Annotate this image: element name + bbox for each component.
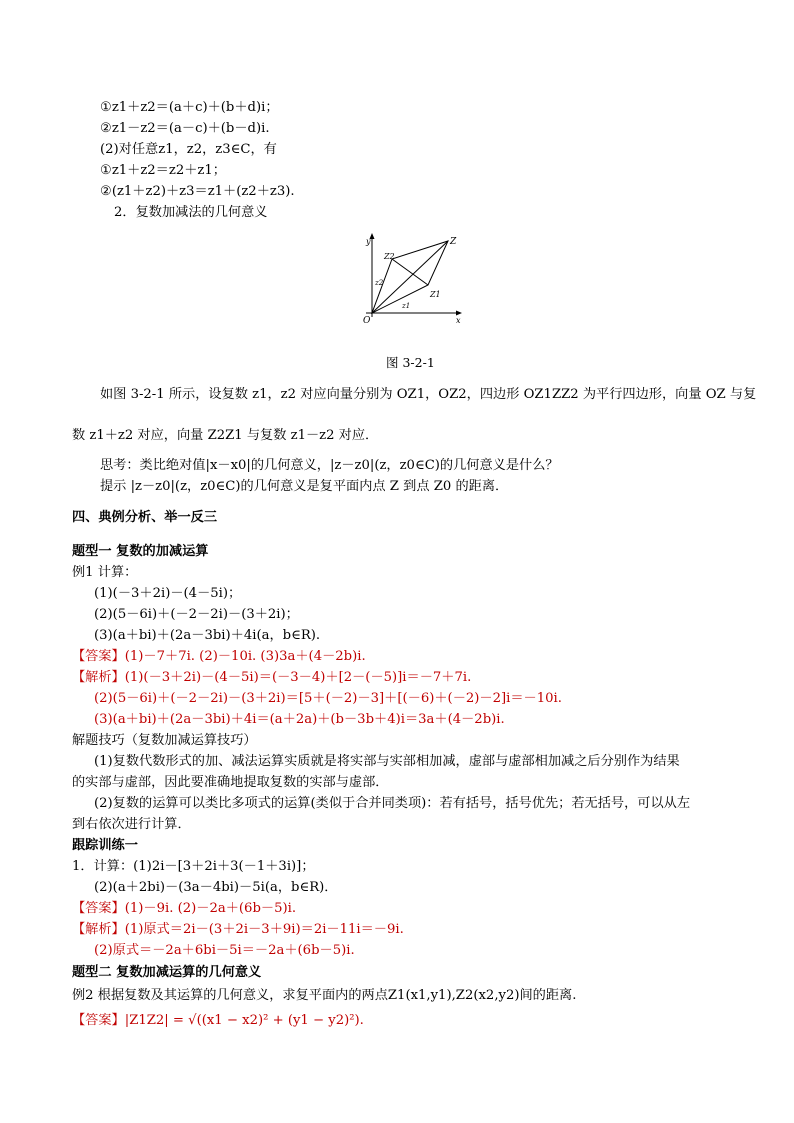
figure-caption: 图 3-2-1 <box>386 355 435 370</box>
example-1-solution-2: (2)(5－6i)＋(－2－2i)－(3＋2i)＝[5＋(－2)－3]＋[(－6)＋(－2)－2]i＝－10i. <box>94 691 562 706</box>
tip-1-line-2: 的实部与虚部，因此要准确地提取复数的实部与虚部． <box>72 775 389 790</box>
think-hint: 提示 |z－z0|(z，z0∈C)的几何意义是复平面内点 Z 到点 Z0 的距离． <box>100 479 509 494</box>
point-z1-label: Z1 <box>430 290 441 299</box>
tip-2-line-2: 到右依次进行计算． <box>72 817 191 832</box>
training-heading: 跟踪训练一 <box>72 838 138 853</box>
type-one-heading: 题型一 复数的加减运算 <box>72 544 209 559</box>
training-answer: 【答案】(1)－9i. (2)－2a＋(6b－5)i. <box>72 901 297 916</box>
prop-commutative: ①z1＋z2＝z2＋z1； <box>100 163 226 178</box>
think-question: 思考：类比绝对值|x－x0|的几何意义，|z－z0|(z，z0∈C)的几何意义是什么？ <box>100 458 559 473</box>
paragraph-figure-2: 数 z1＋z2 对应，向量 Z2Z1 与复数 z1－z2 对应． <box>72 428 379 443</box>
example-2-answer: 【答案】|Z1Z2| = √((x1 − x2)² + (y1 − y2)²). <box>72 1013 364 1028</box>
prop-any: (2)对任意z1，z2，z3∈C，有 <box>100 142 277 157</box>
x-label: x <box>456 316 461 325</box>
prop-add: ①z1＋z2＝(a＋c)＋(b＋d)i； <box>100 100 279 115</box>
training-solution-1: 【解析】(1)原式＝2i－(3＋2i－3＋9i)＝2i－11i＝－9i. <box>72 922 404 937</box>
example-1-item-1: (1)(－3＋2i)－(4－5i)； <box>94 586 242 601</box>
section-heading: 四、典例分析、举一反三 <box>72 510 218 525</box>
example-1-item-3: (3)(a＋bi)＋(2a－3bi)＋4i(a，b∈R). <box>94 628 321 643</box>
subheading-geometric: 2．复数加减法的几何意义 <box>114 205 268 220</box>
x-axis-arrow <box>456 311 462 316</box>
origin-label: O <box>363 316 371 326</box>
paragraph-figure-1: 如图 3-2-1 所示，设复数 z1，z2 对应向量分别为 OZ1，OZ2，四边形 OZ1ZZ2 为平行四边形，向量 OZ 与复 <box>100 387 757 402</box>
example-1-title: 例1 计算： <box>72 565 138 580</box>
seg-z2-label: z2 <box>375 279 384 287</box>
prop-sub: ②z1－z2＝(a－c)＋(b－d)i. <box>100 121 270 136</box>
tip-title: 解题技巧（复数加减运算技巧） <box>72 733 257 748</box>
tip-2-line-1: (2)复数的运算可以类比多项式的运算(类似于合并同类项)：若有括号，括号优先；若无括号，可以从左 <box>94 796 691 811</box>
diagonal-z2z1 <box>392 259 428 285</box>
point-z2-label: Z2 <box>384 252 395 261</box>
training-item-2: (2)(a＋2bi)－(3a－4bi)－5i(a，b∈R)． <box>94 880 338 895</box>
example-1-item-2: (2)(5－6i)＋(－2－2i)－(3＋2i)； <box>94 607 299 622</box>
tip-1-line-1: (1)复数代数形式的加、减法运算实质就是将实部与实部相加减，虚部与虚部相加减之后分别作为结果 <box>94 754 680 769</box>
example-1-solution-3: (3)(a＋bi)＋(2a－3bi)＋4i＝(a＋2a)＋(b－3b＋4)i＝3a＋(4－2b)i. <box>94 712 505 727</box>
parallelogram-figure <box>356 231 466 327</box>
example-1-solution-1: 【解析】(1)(－3＋2i)－(4－5i)＝(－3－4)＋[2－(－5)]i＝－7＋7i. <box>72 670 472 685</box>
seg-z1-label: z1 <box>402 302 411 310</box>
training-item-1: 1．计算：(1)2i－[3＋2i＋3(－1＋3i)]； <box>72 859 315 874</box>
example-1-answer: 【答案】(1)－7＋7i. (2)－10i. (3)3a＋(4－2b)i. <box>72 649 366 664</box>
example-2-title: 例2 根据复数及其运算的几何意义，求复平面内的两点Z1(x1,y1),Z2(x2,y2)间的距离. <box>72 988 577 1003</box>
prop-associative: ②(z1＋z2)＋z3＝z1＋(z2＋z3). <box>100 184 295 199</box>
training-solution-2: (2)原式＝－2a＋6bi－5i＝－2a＋(6b－5)i. <box>94 943 355 958</box>
y-label: y <box>366 237 371 246</box>
point-z-label: Z <box>450 237 457 247</box>
type-two-heading: 题型二 复数加减运算的几何意义 <box>72 965 262 980</box>
